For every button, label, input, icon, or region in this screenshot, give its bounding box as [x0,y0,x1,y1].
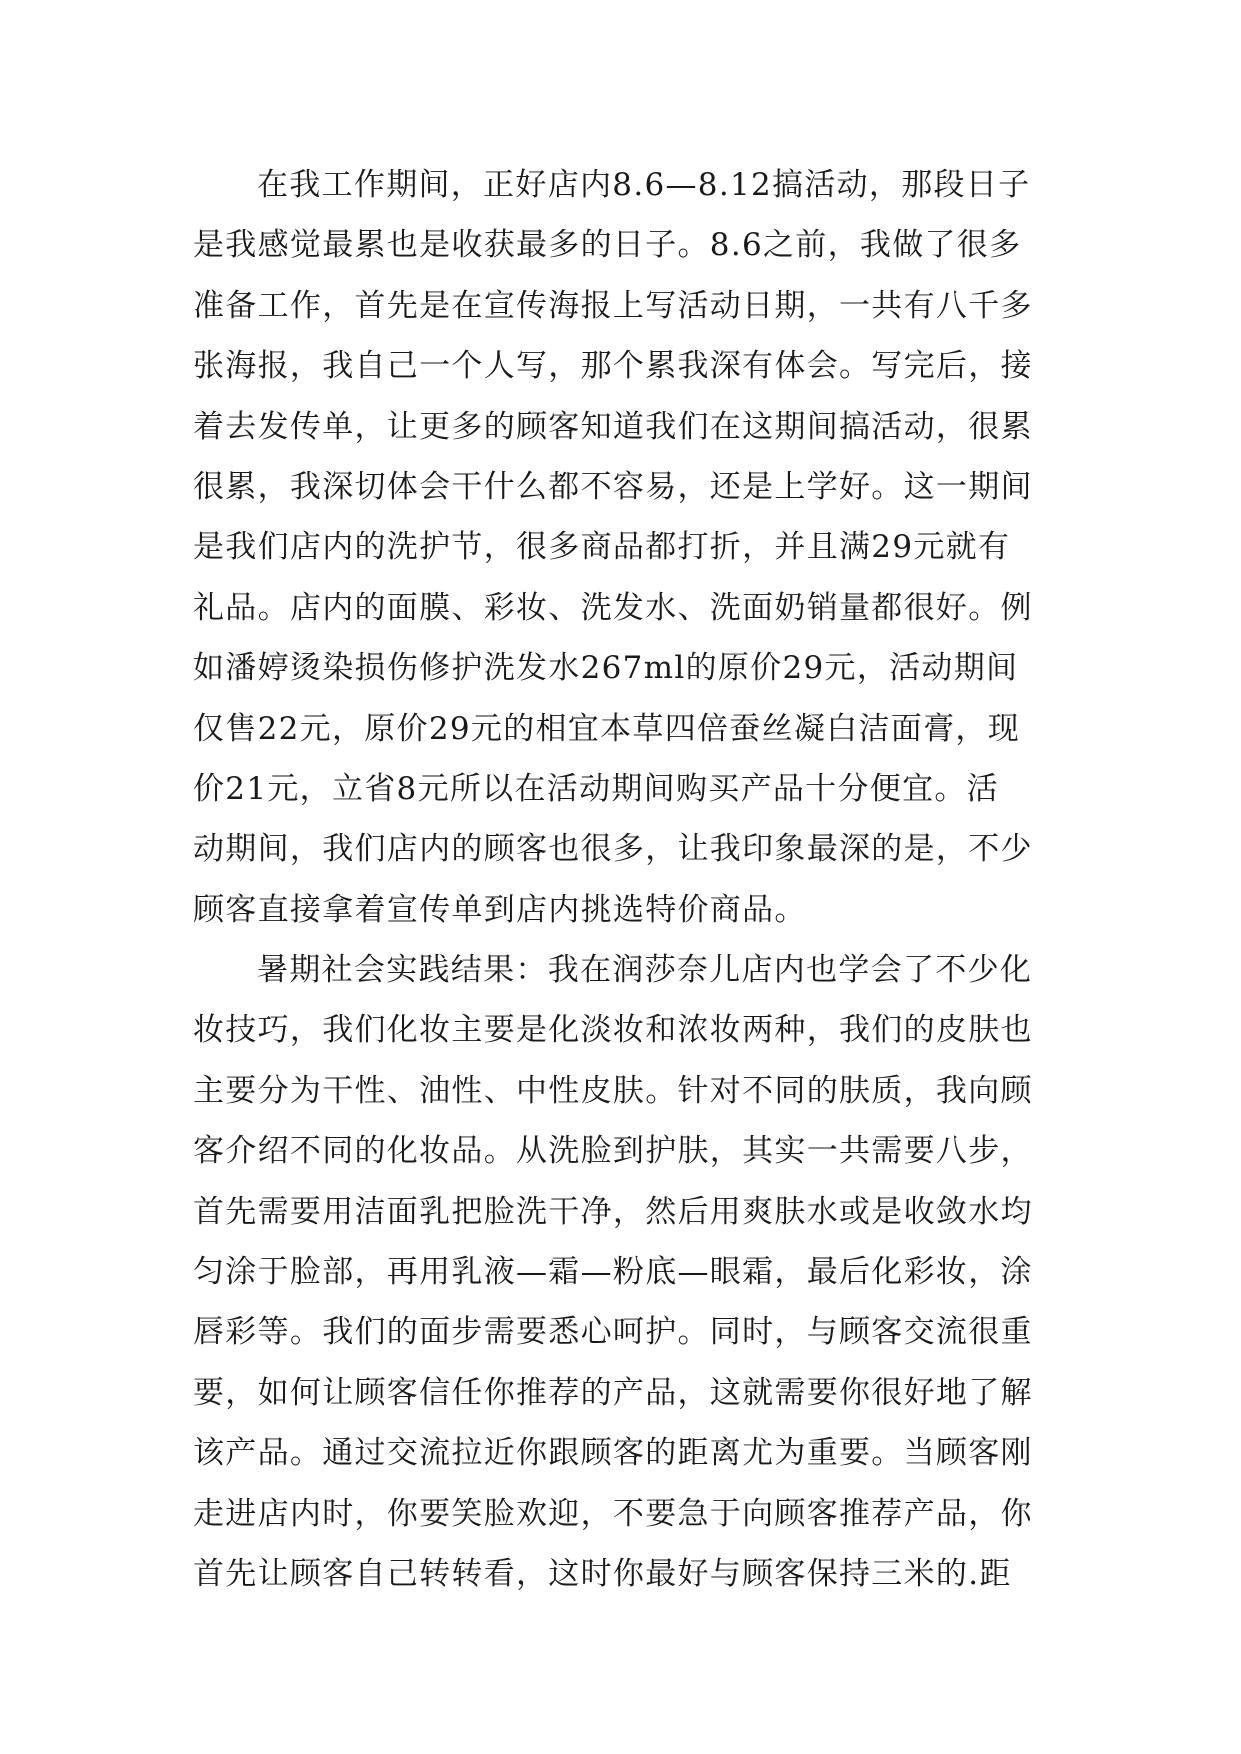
text-line: 着去发传单，让更多的顾客知道我们在这期间搞活动，很累 [193,408,1033,445]
text-line: 妆技巧，我们化妆主要是化淡妆和浓妆两种，我们的皮肤也 [193,1012,1033,1049]
text-line: 首先让顾客自己转转看，这时你最好与顾客保持三米的.距 [193,1555,1012,1592]
text-line: 很累，我深切体会干什么都不容易，还是上学好。这一期间 [193,468,1033,505]
text-line: 顾客直接拿着宣传单到店内挑选特价商品。 [193,891,807,928]
text-line: 张海报，我自己一个人写，那个累我深有体会。写完后，接 [193,348,1033,385]
paragraph-1 [193,155,1053,940]
text-line: 客介绍不同的化妆品。从洗脸到护肤，其实一共需要八步， [193,1133,1033,1170]
text-line: 首先需要用洁面乳把脸洗干净，然后用爽肤水或是收敛水均 [193,1193,1033,1230]
text-line: 要，如何让顾客信任你推荐的产品，这就需要你很好地了解 [193,1374,1033,1411]
text-line: 准备工作，首先是在宣传海报上写活动日期，一共有八千多 [193,287,1033,324]
text-line: 仅售22元，原价29元的相宜本草四倍蚕丝凝白洁面膏，现 [193,710,1020,747]
text-line: 是我感觉最累也是收获最多的日子。8.6之前，我做了很多 [193,227,1022,264]
text-line: 主要分为干性、油性、中性皮肤。针对不同的肤质，我向顾 [193,1072,1033,1109]
text-line: 该产品。通过交流拉近你跟顾客的距离尤为重要。当顾客刚 [193,1435,1033,1472]
document-body [193,155,1053,1604]
text-line: 唇彩等。我们的面步需要悉心呵护。同时，与顾客交流很重 [193,1314,1033,1351]
paragraph-2 [193,940,1053,1604]
text-line: 如潘婷烫染损伤修护洗发水267ml的原价29元，活动期间 [193,650,1019,687]
text-line: 匀涂于脸部，再用乳液—霜—粉底—眼霜，最后化彩妆，涂 [193,1254,1033,1291]
text-line: 价21元，立省8元所以在活动期间购买产品十分便宜。活 [193,770,999,807]
text-line: 动期间，我们店内的顾客也很多，让我印象最深的是，不少 [193,831,1033,868]
text-line: 走进店内时，你要笑脸欢迎，不要急于向顾客推荐产品，你 [193,1495,1033,1532]
text-line: 在我工作期间，正好店内8.6—8.12搞活动，那段日子 [257,167,1031,203]
text-line: 是我们店内的洗护节，很多商品都打折，并且满29元就有 [193,529,1011,566]
text-line: 暑期社会实践结果：我在润莎奈儿店内也学会了不少化 [257,952,1033,989]
text-line: 礼品。店内的面膜、彩妆、洗发水、洗面奶销量都很好。例 [193,589,1033,626]
